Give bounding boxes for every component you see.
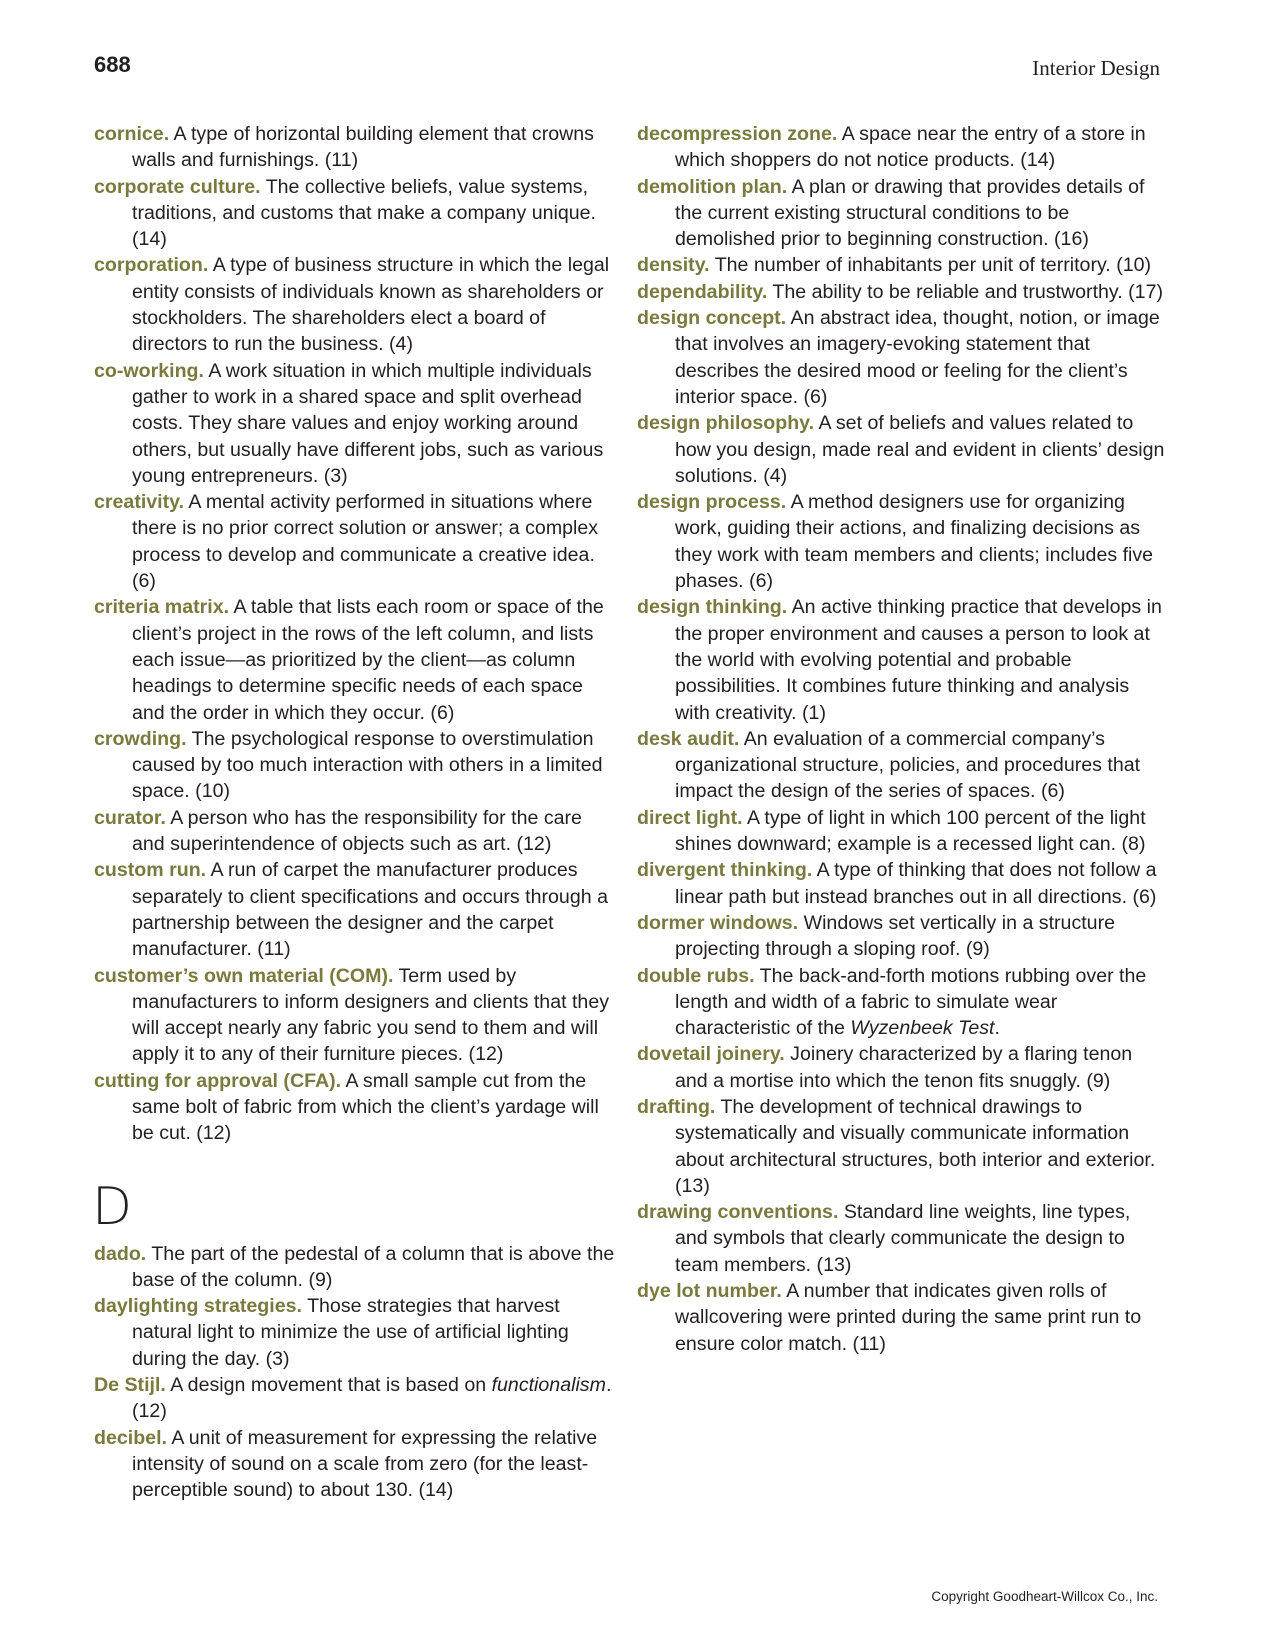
glossary-entry bbox=[637, 1094, 1165, 1199]
glossary-term: drawing conventions. bbox=[637, 1201, 839, 1224]
running-head: Interior Design bbox=[1032, 56, 1160, 80]
glossary-entry bbox=[637, 857, 1165, 910]
glossary-definition: A unit of measurement for expressing the relative intensity of sound on a scale from zero (for the least-perceptible sound) to about 130. (14) bbox=[132, 1426, 598, 1502]
glossary-entry bbox=[94, 1425, 618, 1504]
glossary-definition: The ability to be reliable and trustworthy. (17) bbox=[772, 280, 1163, 303]
glossary-entry bbox=[637, 1278, 1165, 1357]
glossary-definition: A work situation in which multiple individuals gather to work in a shared space and split overhead costs. They share values and enjoy working around others, but usually have different jobs, such as various young entrepreneurs. (3) bbox=[132, 359, 604, 487]
glossary-definition: An evaluation of a commercial company’s organizational structure, policies, and procedures that impact the design of the series of spaces. (6) bbox=[675, 727, 1141, 803]
glossary-entry bbox=[94, 857, 618, 962]
glossary-definition: The collective beliefs, value systems, traditions, and customs that make a company unique. (14) bbox=[132, 175, 596, 251]
glossary-term: desk audit. bbox=[637, 727, 740, 750]
glossary-entry bbox=[94, 805, 618, 858]
glossary-definition: Those strategies that harvest natural light to minimize the use of artificial lighting during the day. (3) bbox=[132, 1295, 569, 1370]
glossary-entry bbox=[94, 726, 618, 805]
glossary-entry bbox=[637, 489, 1165, 594]
glossary-entry bbox=[94, 1241, 618, 1294]
glossary-entry bbox=[94, 358, 618, 489]
glossary-definition bbox=[132, 1374, 611, 1422]
copyright-footer: Copyright Goodheart-Willcox Co., Inc. bbox=[931, 1589, 1158, 1604]
glossary-term: density. bbox=[637, 254, 710, 277]
glossary-term: criteria matrix. bbox=[94, 596, 230, 619]
definition-text: . bbox=[994, 1017, 1000, 1040]
glossary-term: dovetail joinery. bbox=[637, 1043, 785, 1066]
glossary-definition: A small sample cut from the same bolt of fabric from which the client’s yardage will be cut. (12) bbox=[132, 1069, 599, 1145]
glossary-entry bbox=[637, 963, 1165, 1042]
glossary-term: co-working. bbox=[94, 359, 204, 382]
definition-text: The back-and-forth motions rubbing over the length and width of a fabric to simulate wear characteristic of the bbox=[675, 964, 1147, 1040]
glossary-definition: A run of carpet the manufacturer produces separately to client specifications and occurs through a partnership between the designer and the carpet manufacturer. (11) bbox=[132, 859, 608, 961]
glossary-column-left bbox=[94, 121, 618, 1504]
glossary-term: drafting. bbox=[637, 1095, 716, 1118]
glossary-entry bbox=[637, 594, 1165, 725]
glossary-definition: A type of thinking that does not follow a linear path but instead branches out in all directions. (6) bbox=[675, 859, 1157, 908]
glossary-definition: Term used by manufacturers to inform designers and clients that they will accept nearly any fabric you send to them and will apply it to any of their furniture pieces. (12) bbox=[132, 964, 610, 1066]
glossary-entry bbox=[637, 305, 1165, 410]
glossary-definition: The development of technical drawings to systematically and visually communicate information about architectural structures, both interior and exterior. (13) bbox=[675, 1095, 1156, 1197]
glossary-definition: The psychological response to overstimulation caused by too much interaction with others in a limited space. (10) bbox=[132, 727, 603, 803]
glossary-entry bbox=[637, 910, 1165, 963]
glossary-entry bbox=[94, 594, 618, 725]
glossary-entry bbox=[637, 121, 1165, 174]
glossary-entry bbox=[637, 174, 1165, 253]
glossary-entry bbox=[637, 410, 1165, 489]
glossary-term: cutting for approval (CFA). bbox=[94, 1069, 342, 1092]
glossary-definition: A person who has the responsibility for the care and superintendence of objects such as art. (12) bbox=[132, 806, 582, 856]
glossary-definition: The number of inhabitants per unit of territory. (10) bbox=[714, 254, 1152, 277]
glossary-term: customer’s own material (COM). bbox=[94, 964, 394, 987]
glossary-entry bbox=[637, 279, 1165, 305]
definition-text: . (12) bbox=[132, 1374, 612, 1423]
glossary-definition: A type of light in which 100 percent of the light shines downward; example is a recessed light can. (8) bbox=[675, 806, 1146, 856]
glossary-term: cornice. bbox=[94, 123, 170, 145]
glossary-entry bbox=[94, 963, 618, 1068]
page-number: 688 bbox=[94, 52, 131, 77]
glossary-entry bbox=[94, 1293, 618, 1372]
glossary-term: divergent thinking. bbox=[637, 859, 813, 882]
glossary-term: corporate culture. bbox=[94, 175, 261, 198]
glossary-entry bbox=[637, 805, 1165, 858]
glossary-term: demolition plan. bbox=[637, 175, 788, 198]
glossary-entry bbox=[637, 726, 1165, 805]
glossary-term: daylighting strategies. bbox=[94, 1295, 302, 1318]
glossary-term: creativity. bbox=[94, 491, 185, 514]
glossary-definition: An active thinking practice that develops in the proper environment and causes a person to look at the world with evolving potential and probable possibilities. It combines future thinking and analysis with creativity. (1) bbox=[675, 596, 1162, 724]
glossary-definition: A method designers use for organizing work, guiding their actions, and finalizing decisions as they work with team members and clients; includes five phases. (6) bbox=[675, 491, 1154, 593]
glossary-entry bbox=[94, 489, 618, 594]
glossary-definition: Joinery characterized by a flaring tenon and a mortise into which the tenon fits snuggly. (9) bbox=[675, 1043, 1133, 1092]
glossary-term: double rubs. bbox=[637, 964, 755, 987]
glossary-term: De Stijl. bbox=[94, 1374, 166, 1397]
glossary-entry bbox=[94, 1068, 618, 1147]
definition-text: A design movement that is based on bbox=[170, 1374, 492, 1397]
definition-italic-text: Wyzenbeek Test bbox=[850, 1017, 995, 1040]
glossary-definition: An abstract idea, thought, notion, or image that involves an imagery-evoking statement that describes the desired mood or feeling for the client’s interior space. (6) bbox=[675, 307, 1160, 408]
glossary-definition: A table that lists each room or space of the client’s project in the rows of the left column, and lists each issue—as prioritized by the client—as column headings to determine specific needs of each space and the order in which they occur. (6) bbox=[132, 596, 604, 724]
glossary-term: dye lot number. bbox=[637, 1280, 782, 1303]
glossary-term: design concept. bbox=[637, 307, 787, 330]
glossary-definition: A set of beliefs and values related to how you design, made real and evident in clients’ design solutions. (4) bbox=[675, 412, 1165, 487]
glossary-column-right bbox=[637, 121, 1165, 1357]
glossary-definition: Windows set vertically in a structure projecting through a sloping roof. (9) bbox=[675, 911, 1116, 961]
glossary-term: design philosophy. bbox=[637, 412, 815, 435]
glossary-term: curator. bbox=[94, 806, 166, 829]
glossary-term: corporation. bbox=[94, 254, 209, 277]
glossary-definition: A plan or drawing that provides details of the current existing structural conditions to be demolished prior to beginning construction. (16) bbox=[675, 175, 1145, 251]
glossary-definition: Standard line weights, line types, and symbols that clearly communicate the design to team members. (13) bbox=[675, 1201, 1131, 1276]
glossary-term: dado. bbox=[94, 1242, 147, 1265]
glossary-term: direct light. bbox=[637, 806, 743, 829]
glossary-definition: A type of horizontal building element that crowns walls and furnishings. (11) bbox=[132, 123, 594, 172]
glossary-term: decompression zone. bbox=[637, 123, 838, 145]
glossary-entry bbox=[94, 121, 618, 174]
glossary-entry bbox=[94, 174, 618, 253]
glossary-term: decibel. bbox=[94, 1426, 167, 1449]
glossary-definition: A space near the entry of a store in which shoppers do not notice products. (14) bbox=[675, 123, 1146, 172]
glossary-term: design thinking. bbox=[637, 596, 788, 619]
glossary-entry bbox=[94, 252, 618, 357]
glossary-definition: The part of the pedestal of a column that is above the base of the column. (9) bbox=[132, 1242, 615, 1291]
glossary-term: custom run. bbox=[94, 859, 207, 882]
glossary-term: design process. bbox=[637, 491, 787, 514]
definition-italic-text: functionalism bbox=[491, 1374, 606, 1397]
glossary-term: crowding. bbox=[94, 727, 187, 750]
glossary-term: dependability. bbox=[637, 280, 768, 303]
glossary-entry bbox=[637, 252, 1165, 278]
glossary-definition: A type of business structure in which the legal entity consists of individuals known as shareholders or stockholders. The shareholders elect a board of directors to run the business. (4) bbox=[132, 254, 610, 356]
section-letter: D bbox=[92, 1176, 133, 1237]
glossary-entry bbox=[94, 1372, 618, 1425]
glossary-definition: A mental activity performed in situations where there is no prior correct solution or answer; a complex process to develop and communicate a creative idea. (6) bbox=[132, 491, 599, 593]
glossary-entry bbox=[637, 1199, 1165, 1278]
glossary-term: dormer windows. bbox=[637, 911, 799, 934]
glossary-entry bbox=[637, 1041, 1165, 1094]
glossary-definition: A number that indicates given rolls of wallcovering were printed during the same print run to ensure color match. (11) bbox=[675, 1280, 1142, 1355]
